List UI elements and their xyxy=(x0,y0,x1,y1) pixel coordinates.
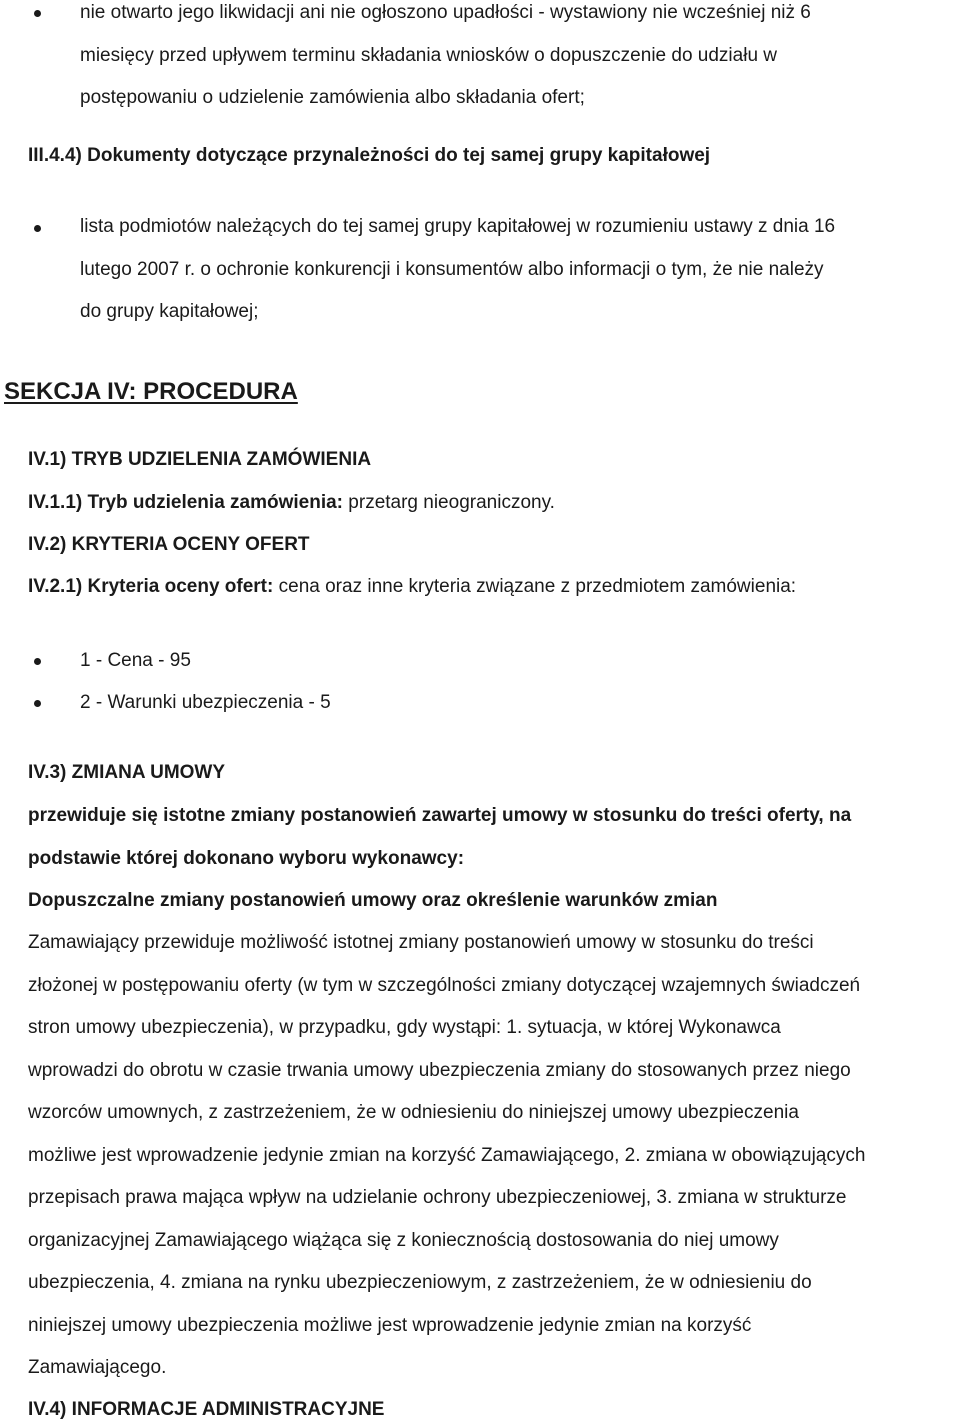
text-line: podstawie której dokonano wyboru wykonawcy: xyxy=(28,847,465,869)
text-line: wprowadzi do obrotu w czasie trwania umowy ubezpieczenia zmiany do stosowanych przez niego xyxy=(28,1059,851,1081)
bullet-icon xyxy=(34,658,41,665)
bullet-text xyxy=(80,0,940,120)
bullet-icon xyxy=(34,225,41,232)
field-value: przetarg nieograniczony. xyxy=(343,492,555,513)
bullet-text xyxy=(80,206,940,334)
text-line: postępowaniu o udzielenie zamówienia albo składania ofert; xyxy=(80,87,585,108)
text-line: złożonej w postępowaniu oferty (w tym w szczególności zmiany dotyczącej wzajemnych świadczeń xyxy=(28,974,861,996)
text-line: przepisach prawa mająca wpływ na udzielanie ochrony ubezpieczeniowej, 3. zmiana w strukturze xyxy=(28,1187,847,1208)
bullet-icon xyxy=(34,10,41,17)
text-line: Zamawiający przewiduje możliwość istotnej zmiany postanowień umowy w stosunku do treści xyxy=(28,932,814,953)
field-iv-1-1 xyxy=(28,492,555,514)
field-iv-2-1 xyxy=(28,576,796,598)
criteria-text: 2 - Warunki ubezpieczenia - 5 xyxy=(80,692,331,713)
text-line: organizacyjnej Zamawiającego wiążąca się z koniecznością dostosowania do niej umowy xyxy=(28,1229,779,1251)
text-line: do grupy kapitałowej; xyxy=(80,301,259,322)
section-title: SEKCJA IV: PROCEDURA xyxy=(4,378,298,405)
field-value: cena oraz inne kryteria związane z przedmiotem zamówienia: xyxy=(273,576,797,597)
bullet-icon xyxy=(34,700,41,707)
text-line: miesięcy przed upływem terminu składania wniosków o dopuszczenie do udziału w xyxy=(80,44,778,66)
iv3-body-paragraph xyxy=(28,922,865,1390)
text-line: możliwe jest wprowadzenie jedynie zmian na korzyść Zamawiającego, 2. zmiana w obowiązujących xyxy=(28,1144,866,1166)
iv3-bold-paragraph xyxy=(28,795,851,880)
heading-iv-4: IV.4) INFORMACJE ADMINISTRACYJNE xyxy=(28,1399,385,1420)
criteria-text: 1 - Cena - 95 xyxy=(80,650,191,671)
text-line: nie otwarto jego likwidacji ani nie ogłoszono upadłości - wystawiony nie wcześniej niż 6 xyxy=(80,2,811,23)
text-line: ubezpieczenia, 4. zmiana na rynku ubezpieczeniowym, z zastrzeżeniem, że w odniesieniu do xyxy=(28,1272,812,1293)
text-line: lutego 2007 r. o ochronie konkurencji i konsumentów albo informacji o tym, że nie należy xyxy=(80,258,824,280)
text-line: niniejszej umowy ubezpieczenia możliwe jest wprowadzenie jedynie zmian na korzyść xyxy=(28,1314,752,1336)
field-label: IV.1.1) Tryb udzielenia zamówienia: xyxy=(28,492,344,513)
heading-iv-3: IV.3) ZMIANA UMOWY xyxy=(28,762,226,783)
text-line: wzorców umownych, z zastrzeżeniem, że w odniesieniu do niniejszej umowy ubezpieczenia xyxy=(28,1102,799,1123)
iv3-subheading xyxy=(28,880,717,923)
heading-iv-2: IV.2) KRYTERIA OCENY OFERT xyxy=(28,534,310,555)
text-line: przewiduje się istotne zmiany postanowień zawartej umowy w stosunku do treści oferty, na xyxy=(28,805,852,826)
text-line: Zamawiającego. xyxy=(28,1357,167,1378)
section-heading-iii-4-4: III.4.4) Dokumenty dotyczące przynależności do tej samej grupy kapitałowej xyxy=(28,145,711,166)
text-line: Dopuszczalne zmiany postanowień umowy oraz określenie warunków zmian xyxy=(28,890,718,911)
heading-iv-1: IV.1) TRYB UDZIELENIA ZAMÓWIENIA xyxy=(28,449,372,470)
text-line: lista podmiotów należących do tej samej grupy kapitałowej w rozumieniu ustawy z dnia 16 xyxy=(80,216,836,237)
field-label: IV.2.1) Kryteria oceny ofert: xyxy=(28,576,274,597)
text-line: stron umowy ubezpieczenia), w przypadku, gdy wystąpi: 1. sytuacja, w której Wykonawca xyxy=(28,1017,781,1038)
